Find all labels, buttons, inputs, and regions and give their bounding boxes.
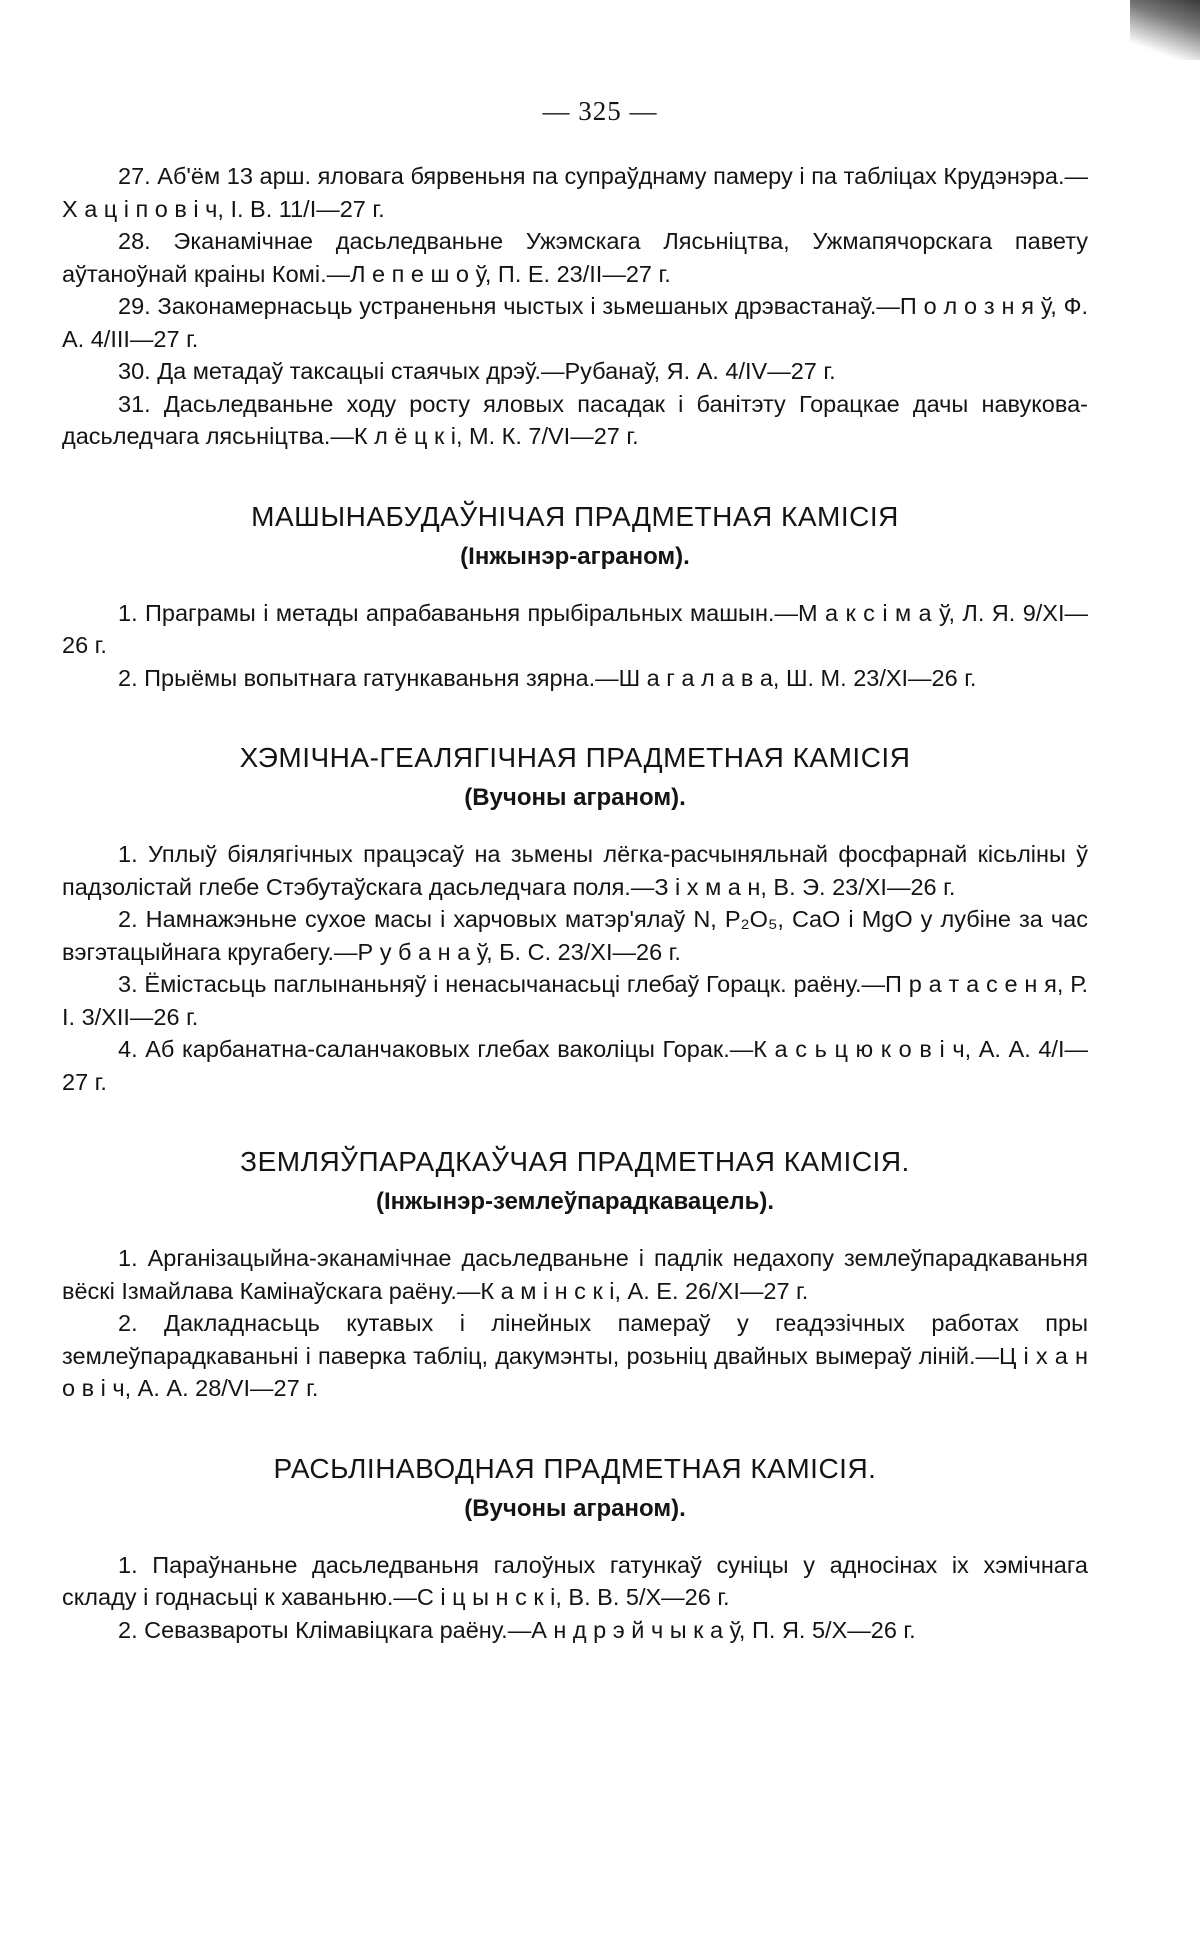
list-item: 29. Законамернасьць устраненьня чыстых і зьмешаных дрэвастанаў.—П о л о з н я ў, Ф. А. 4/III—27 г.	[62, 293, 1088, 352]
continued-entry-list	[62, 160, 1088, 453]
scan-edge-shadow	[1130, 0, 1200, 60]
list-item: 27. Аб'ём 13 арш. яловага бярвеньня па супраўднаму памеру і па табліцах Крудэнэра.—Х а ц і п о в і ч, І. В. 11/І—27 г.	[62, 163, 1088, 222]
list-item: 2. Дакладнасьць кутавых і лінейных памераў у геадэзічных работах пры землеўпарадкаваньні і паверка табліц, дакумэнты, розьніц двайных вымераў ліній.—Ц і х а н о в і ч, А. А. 28/VI—27 г.	[62, 1310, 1088, 1401]
section-title: МАШЫНАБУДАЎНІЧАЯ ПРАДМЕТНАЯ КАМІСІЯ	[251, 500, 899, 532]
section-title: ХЭМІЧНА-ГЕАЛЯГІЧНАЯ ПРАДМЕТНАЯ КАМІСІЯ	[239, 742, 911, 773]
section-machine-building	[62, 501, 1088, 695]
page-number: — 325 —	[542, 96, 658, 126]
list-item: 2. Намнажэньне сухое масы і харчовых матэр'ялаў N, P₂O₅, CaO і MgO у лубіне за час вэгэтацыйнага кругабегу.—Р у б а н а ў, Б. С. 23/XI—26 г.	[62, 906, 1088, 965]
list-item: 1. Праграмы і метады апрабаваньня прыбіральных машын.—М а к с і м а ў, Л. Я. 9/XI—26 г.	[62, 599, 1088, 658]
list-item: 4. Аб карбанатна-саланчаковых глебах ваколіцы Горак.—К а с ь ц ю к о в і ч, А. А. 4/I—27 г.	[62, 1036, 1088, 1095]
list-item: 3. Ёмістасьць паглынаньняў і ненасычанасьці глебаў Горацк. раёну.—П р а т а с е н я, Р. І. 3/XII—26 г.	[62, 971, 1088, 1030]
list-item: 1. Параўнаньне дасьледваньня галоўных гатункаў суніцы у адносінах іх хэмічнага складу і годнасьці к хаваньню.—С і ц ы н с к і, В. В. 5/X—26 г.	[62, 1551, 1088, 1610]
list-item: 30. Да метадаў таксацыі стаячых дрэў.—Рубанаў, Я. А. 4/IV—27 г.	[118, 358, 836, 384]
section-title: РАСЬЛІНАВОДНАЯ ПРАДМЕТНАЯ КАМІСІЯ.	[273, 1452, 877, 1484]
list-item: 1. Арганізацыйна-эканамічнае дасьледваньне і падлік недахопу землеўпарадкаваньня вёскі Ізмайлава Камінаўскага раёну.—К а м і н с к і, А. Е. 26/XI—27 г.	[62, 1245, 1088, 1304]
section-subtitle: (Інжынэр-аграном).	[460, 542, 690, 570]
section-title: ЗЕМЛЯЎПАРАДКАЎЧАЯ ПРАДМЕТНАЯ КАМІСІЯ.	[240, 1146, 910, 1177]
page-content	[62, 160, 1088, 1646]
list-item: 1. Уплыў біялягічных працэсаў на зьмены лёгка-расчыняльнай фосфарнай кісьліны ў падзолістай глебе Стэбутаўскага дасьледчага поля.—З і х м а н, В. Э. 23/XI—26 г.	[62, 841, 1088, 900]
section-subtitle: (Вучоны аграном).	[464, 784, 686, 811]
section-subtitle: (Інжынэр-землеўпарадкавацель).	[375, 1188, 775, 1215]
list-item: 31. Дасьледваньне ходу росту яловых пасадак і банітэту Горацкае дачы навукова-дасьледчага лясьніцтва.—К л ё ц к і, М. К. 7/VI—27 г.	[62, 390, 1088, 449]
section-plant-growing	[62, 1453, 1088, 1647]
list-item: 2. Прыёмы вопытнага гатункаваньня зярна.—Ш а г а л а в а, Ш. М. 23/XI—26 г.	[118, 664, 977, 691]
section-land-management	[62, 1146, 1088, 1405]
entry-list	[62, 1242, 1088, 1405]
entry-list	[62, 1549, 1088, 1647]
entry-list	[62, 597, 1088, 695]
list-item: 2. Севазвароты Клімавіцкага раёну.—А н д р э й ч ы к а ў, П. Я. 5/X—26 г.	[118, 1616, 916, 1643]
list-item: 28. Эканамічнае дасьледваньне Ужэмскага Лясьніцтва, Ужмапячорскага павету аўтаноўнай краіны Комі.—Л е п е ш о ў, П. Е. 23/II—27 г.	[62, 228, 1088, 287]
section-chemical-geological	[62, 742, 1088, 1098]
section-subtitle: (Вучоны аграном).	[464, 1494, 686, 1522]
entry-list	[62, 838, 1088, 1098]
